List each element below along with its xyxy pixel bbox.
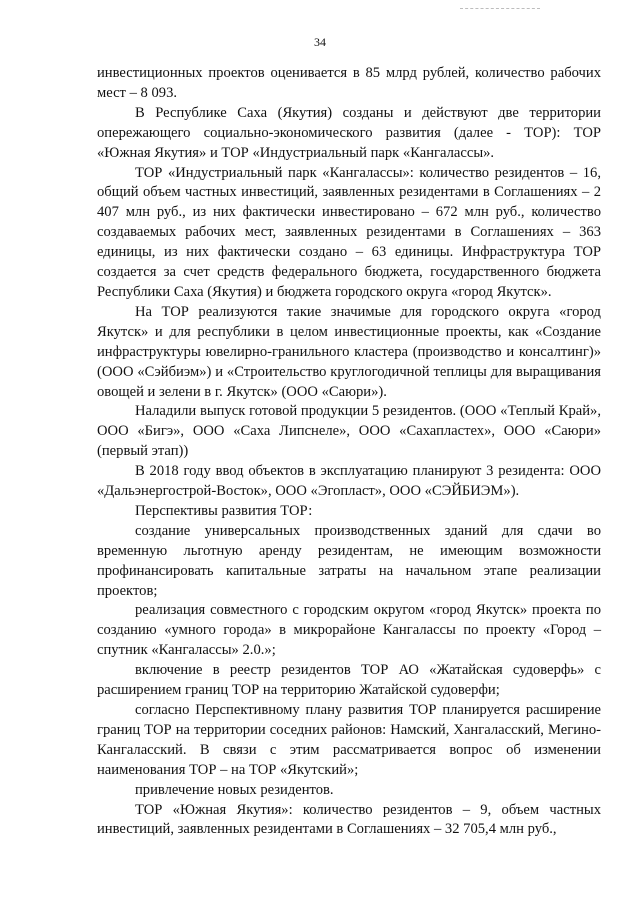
body-text xyxy=(97,64,601,840)
paragraph: ТОР «Индустриальный парк «Кангалассы»: количество резидентов – 16, общий объем частных инвестиций, заявленных резидентами в Соглашениях – 2 407 млн руб., из них фактически инвестировано – 672 млн руб., количество создаваемых рабочих мест, заявленных резидентами в Соглашениях – 363 единицы, из них фактически создано – 63 единицы. Инфраструктура ТОР создается за счет средств федерального бюджета, государственного бюджета Республики Саха (Якутия) и бюджета городского округа «город Якутск». xyxy=(97,164,601,300)
paragraph: Наладили выпуск готовой продукции 5 резидентов. (ООО «Теплый Край», ООО «Бигэ», ООО «Саха Липснеле», ООО «Сахапластех», ООО «Саюри» (первый этап)) xyxy=(97,403,601,460)
paragraph: ТОР «Южная Якутия»: количество резидентов – 9, объем частных инвестиций, заявленных резидентами в Соглашениях – 32 705,4 млн руб., xyxy=(97,801,601,838)
list-item: привлечение новых резидентов. xyxy=(135,781,334,798)
page-number: 34 xyxy=(314,35,326,49)
paragraph: На ТОР реализуются такие значимые для городского округа «город Якутск» и для республики в целом инвестиционные проекты, как «Создание инфраструктуры ювелирно-гранильного кластера (производство и консалтинг)» (ООО «Сэйбиэм») и «Строительство круглогодичной теплицы для выращивания овощей и зелени в г. Якутск» (ООО «Саюри»). xyxy=(97,303,601,400)
list-item: реализация совместного с городским округом «город Якутск» проекта по созданию «умного города» в микрорайоне Кангалассы по проекту «Город – спутник «Кангалассы» 2.0.»; xyxy=(97,602,601,659)
paragraph: В Республике Саха (Якутия) созданы и действуют две территории опережающего социально-экономического развития (далее - ТОР): ТОР «Южная Якутия» и ТОР «Индустриальный парк «Кангалассы». xyxy=(97,104,601,161)
list-item: создание универсальных производственных зданий для сдачи во временную льготную аренду резидентам, не имеющим возможности профинансировать капитальные затраты на начальном этапе реализации проектов; xyxy=(97,522,601,599)
header-rule xyxy=(460,8,540,10)
paragraph: Перспективы развития ТОР: xyxy=(135,502,313,519)
list-item: включение в реестр резидентов ТОР АО «Жатайская судоверфь» с расширением границ ТОР на территорию Жатайской судоверфи; xyxy=(97,662,601,699)
list-item: согласно Перспективному плану развития ТОР планируется расширение границ ТОР на территории соседних районов: Намский, Хангаласский, Мегино-Кангаласский. В связи с этим рассматривается вопрос об изменении наименования ТОР – на ТОР «Якутский»; xyxy=(97,702,601,778)
paragraph: инвестиционных проектов оценивается в 85 млрд рублей, количество рабочих мест – 8 093. xyxy=(97,65,601,101)
paragraph: В 2018 году ввод объектов в эксплуатацию планируют 3 резидента: ООО «Дальэнергострой-Восток», ООО «Эгопласт», ООО «СЭЙБИЭМ»). xyxy=(97,463,601,500)
